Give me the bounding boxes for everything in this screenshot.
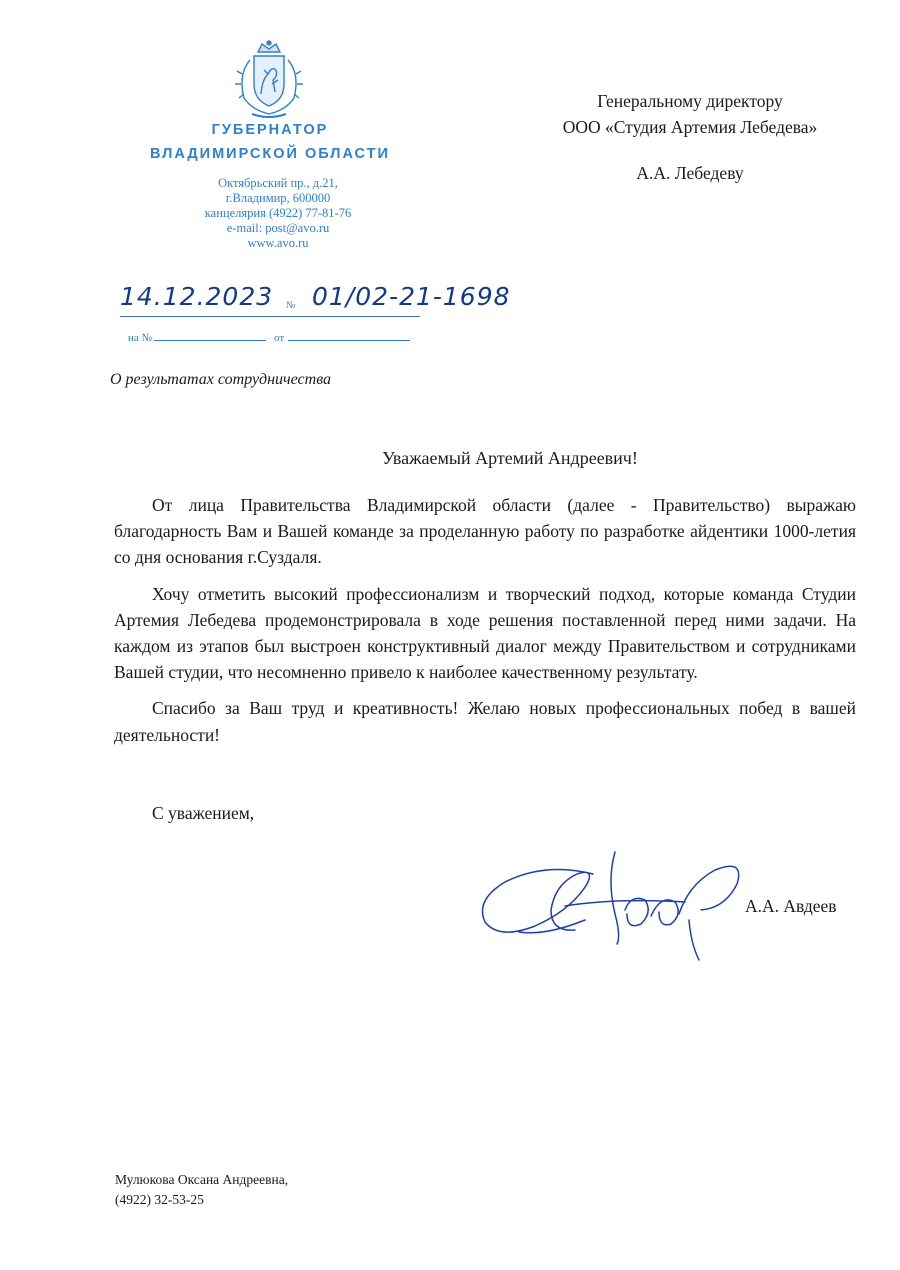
ref-number-label: на № [128,332,153,344]
body-paragraph-1: От лица Правительства Владимирской области (далее - Правительство) выражаю благодарность Вам и Вашей команде за проделанную работу по разработке айдентики 1000-летия со дня основания г.Суздаля. [114,495,856,568]
addressee-position: Генеральному директору [597,91,783,111]
ref-from-label: от [274,332,285,344]
salutation: Уважаемый Артемий Андреевич! [382,448,638,468]
ref-date-blank [288,330,410,341]
body-paragraph-2: Хочу отметить высокий профессионализм и творческий подход, которые команда Студии Артемия Лебедева продемонстрировала в ходе решения поставленной перед ними задачи. На каждом из этапов был выстроен конструктивный диалог между Правительством и сотрудниками Вашей студии, что несомненно привело к наиболее качественному результату. [114,583,856,683]
sender-address-line: Октябрьский пр., д.21, [218,176,338,190]
number-label: № [286,300,296,311]
sender-city-line: г.Владимир, 600000 [225,191,331,205]
addressee-block [495,88,885,186]
reference-row [128,330,410,344]
letter-body [114,492,856,758]
sender-contact-block [168,176,388,251]
signer-name: А.А. Авдеев [745,896,837,916]
handwritten-date: 14.12.2023 [120,282,274,311]
sender-email-line: e-mail: post@avo.ru [226,221,330,235]
body-paragraph-3: Спасибо за Ваш труд и креативность! Желаю новых профессиональных побед в вашей деятельности! [114,698,856,745]
addressee-company: ООО «Студия Артемия Лебедева» [562,117,818,137]
handwritten-signature [475,840,765,980]
sender-website-line: www.avo.ru [247,236,309,250]
sender-title-line2: ВЛАДИМИРСКОЙ ОБЛАСТИ [150,146,390,162]
ref-number-blank [154,330,266,341]
registration-underline [120,316,420,317]
letter-subject: О результатах сотрудничества [110,371,332,388]
handwritten-number: 01/02-21-1698 [312,282,511,311]
closing-phrase: С уважением, [152,803,255,823]
sender-phone-line: канцелярия (4922) 77-81-76 [204,206,352,220]
sender-title-line1: ГУБЕРНАТОР [211,122,329,138]
coat-of-arms-emblem [228,40,310,120]
executor-phone: (4922) 32-53-25 [115,1192,204,1207]
addressee-name: А.А. Лебедеву [636,163,744,183]
executor-name: Мулюкова Оксана Андреевна, [115,1172,289,1187]
footer-executor [115,1170,288,1210]
